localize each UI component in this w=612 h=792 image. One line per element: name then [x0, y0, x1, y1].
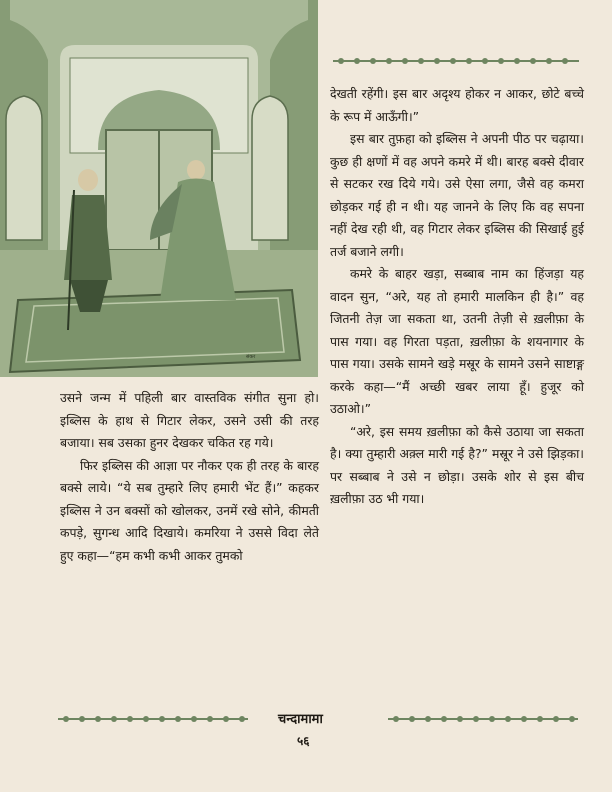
paragraph-4: “अरे, इस समय ख़लीफ़ा को कैसे उठाया जा सकता है। क्या तुम्हारी अक़्ल मारी गई है?” मस्रूर ने उसे झिड़का। पर सब्बाब ने उसे न छोड़ा। उसके शोर से इस बीच ख़लीफ़ा उठ भी गया। [330, 423, 584, 506]
paragraph-2: इस बार तुफ़हा को इब्लिस ने अपनी पीठ पर चढ़ाया। कुछ ही क्षणों में वह अपने कमरे में थी। बारह बक्से दीवार से सटकर रख दिये गये। उसे ऐसा लगा, जैसे वह कमरा छोड़कर गई ही न थी। यह जानने के लिए कि वह सपना नहीं देख रही थी, वह गिटार लेकर इब्लिस की सिखाई हुई तर्ज बजाने लगी। [330, 131, 584, 259]
left-text-column [60, 387, 319, 567]
paragraph-3: कमरे के बाहर खड़ा, सब्बाब नाम का हिंजड़ा यह वादन सुन, “अरे, यह तो हमारी मालकिन ही है।” वह जितनी तेज़ जा सकता था, उतनी तेज़ी से ख़लीफ़ा के पास गया। वह गिरता पड़ता, ख़लीफ़ा के शयनागार के पास गया। उसके सामने खड़े मस्रूर के सामने उसने साष्टाङ्ग करके कहा—“मैं अच्छी खबर लाया हूँ। हुजूर को उठाओ।” [330, 266, 584, 416]
footer-ornament-left [58, 713, 248, 725]
paragraph-1: देखती रहेंगी। इस बार अदृश्य होकर न आकर, छोटे बच्चे के रूप में आऊँगी।” [330, 86, 584, 124]
paragraph-6: फिर इब्लिस की आज्ञा पर नौकर एक ही तरह के बारह बक्से लाये। “ये सब तुम्हारे लिए हमारी भेंट हैं।” कहकर इब्लिस ने उन बक्सों को खोलकर, उनमें रखे सोने, कीमती कपड़े, सुगन्ध आदि दिखाये। कमरिया ने उससे विदा लेते हुए कहा—“हम कभी कभी आकर तुमको [60, 457, 319, 563]
artist-signature: संकर [246, 354, 256, 360]
magazine-title: चन्दामामा [278, 712, 323, 727]
right-text-column [330, 83, 584, 511]
illustration-drawing [0, 0, 318, 377]
page-number: ५६ [297, 734, 310, 748]
paragraph-5: उसने जन्म में पहिली बार वास्तविक संगीत सुना हो। इब्लिस के हाथ से गिटार लेकर, उसने उसी की तरह बजाया। सब उसका हुनर देखकर चकित रह गये। [60, 390, 319, 450]
top-ornament-border [333, 55, 579, 67]
story-illustration [0, 0, 318, 377]
footer-ornament-right [388, 713, 578, 725]
